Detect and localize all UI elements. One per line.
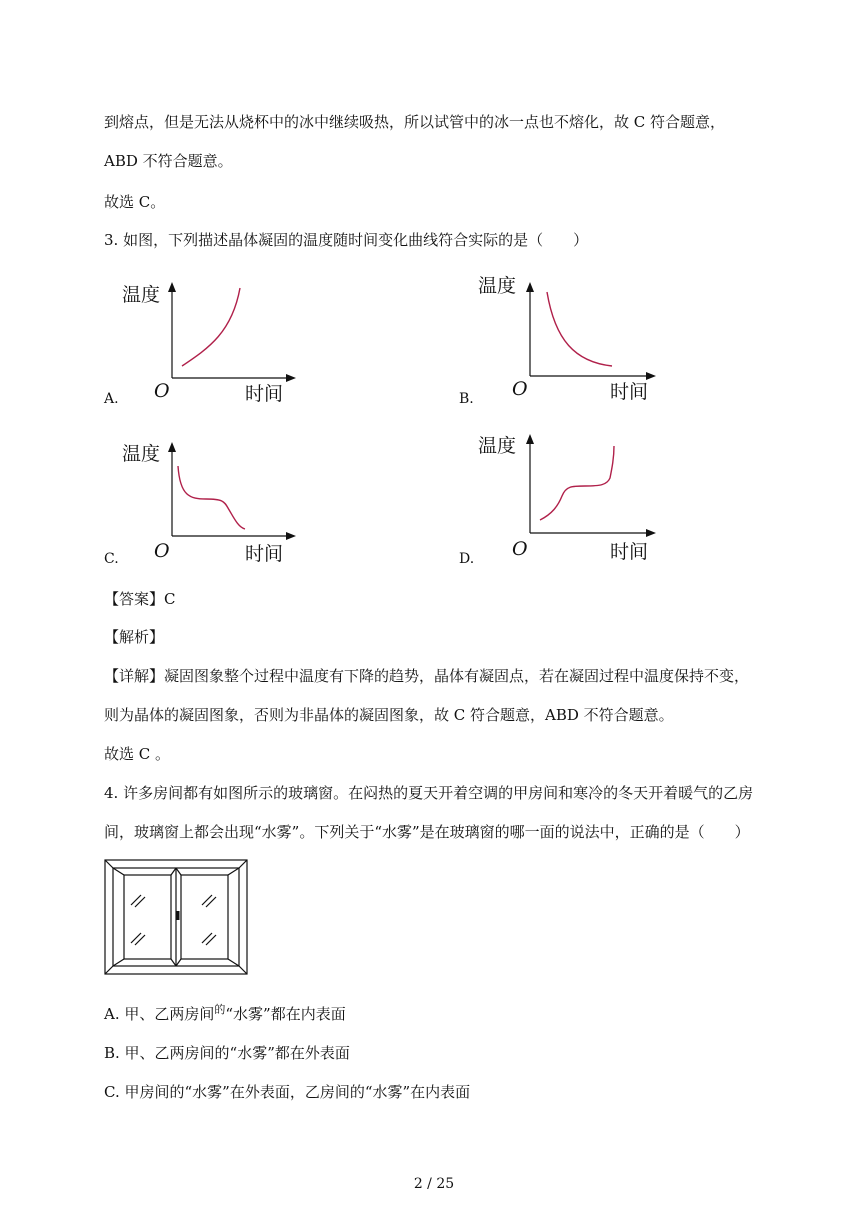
graph-a-xlabel: 时间 xyxy=(245,383,284,405)
detail-line-2: 则为晶体的凝固图象，否则为非晶体的凝固图象，故 C 符合题意，ABD 不符合题意。 xyxy=(104,706,674,724)
graph-d-curve xyxy=(540,446,614,520)
answer: 【答案】C xyxy=(104,590,176,608)
graph-b-y-arrow xyxy=(526,282,534,292)
choose-line: 故选 C 。 xyxy=(104,745,171,763)
graph-c-origin: O xyxy=(154,540,170,562)
graph-d-origin: O xyxy=(512,538,528,560)
window-latch-icon xyxy=(176,911,180,920)
graph-b-option: B. xyxy=(459,391,474,407)
graph-a xyxy=(104,270,304,410)
graph-d xyxy=(460,430,660,570)
graph-c-ylabel: 温度 xyxy=(122,443,161,465)
text-line-3: 故选 C。 xyxy=(104,193,166,211)
q4-option-b: B. 甲、乙两房间的“水雾”都在外表面 xyxy=(104,1044,350,1062)
graph-d-y-arrow xyxy=(526,434,534,444)
analysis-heading: 【解析】 xyxy=(104,628,165,646)
graph-c-x-arrow xyxy=(286,532,296,540)
graph-c-xlabel: 时间 xyxy=(245,543,284,565)
q4-option-c: C. 甲房间的“水雾”在外表面，乙房间的“水雾”在内表面 xyxy=(104,1083,471,1101)
q4-option-a-pre: A. 甲、乙两房间 xyxy=(104,1005,215,1023)
graph-c-y-arrow xyxy=(168,442,176,452)
graph-a-x-arrow xyxy=(286,374,296,382)
window-figure xyxy=(104,859,250,977)
q4-option-a xyxy=(104,1004,346,1026)
question-4-line-2: 间，玻璃窗上都会出现“水雾”。下列关于“水雾”是在玻璃窗的哪一面的说法中，正确的是（ ） xyxy=(104,823,750,841)
graph-b-x-arrow xyxy=(646,372,656,380)
graph-b xyxy=(460,270,660,410)
graph-b-origin: O xyxy=(512,378,528,400)
question-3: 3. 如图，下列描述晶体凝固的温度随时间变化曲线符合实际的是（ ） xyxy=(104,231,589,249)
graph-c-option: C. xyxy=(104,551,119,567)
graph-a-option: A. xyxy=(104,391,119,407)
question-4-line-1: 4. 许多房间都有如图所示的玻璃窗。在闷热的夏天开着空调的甲房间和寒冷的冬天开着暖气的乙房 xyxy=(104,784,754,802)
q4-option-a-post: “水雾”都在内表面 xyxy=(225,1005,346,1023)
graph-b-xlabel: 时间 xyxy=(610,381,649,403)
graph-d-ylabel: 温度 xyxy=(478,435,517,457)
graph-b-curve xyxy=(547,292,612,366)
text-line-2: ABD 不符合题意。 xyxy=(104,152,233,170)
graph-b-ylabel: 温度 xyxy=(478,275,517,297)
detail-line-1: 【详解】凝固图象整个过程中温度有下降的趋势，晶体有凝固点，若在凝固过程中温度保持不变， xyxy=(104,667,750,685)
graph-c xyxy=(104,430,304,570)
q4-option-a-sup: 的 xyxy=(214,1003,226,1016)
graph-d-option: D. xyxy=(459,551,475,567)
page-number: 2 / 25 xyxy=(413,1176,455,1192)
graph-d-xlabel: 时间 xyxy=(610,541,649,563)
graph-a-origin: O xyxy=(154,380,170,402)
graph-c-curve xyxy=(178,466,245,529)
graph-d-x-arrow xyxy=(646,529,656,537)
graph-a-y-arrow xyxy=(168,282,176,292)
window-left-pane xyxy=(124,875,171,959)
text-line-1: 到熔点，但是无法从烧杯中的冰中继续吸热，所以试管中的冰一点也不熔化，故 C 符合题意， xyxy=(104,113,726,131)
graph-a-curve xyxy=(182,288,240,366)
graph-a-ylabel: 温度 xyxy=(122,284,161,306)
window-right-pane xyxy=(181,875,228,959)
